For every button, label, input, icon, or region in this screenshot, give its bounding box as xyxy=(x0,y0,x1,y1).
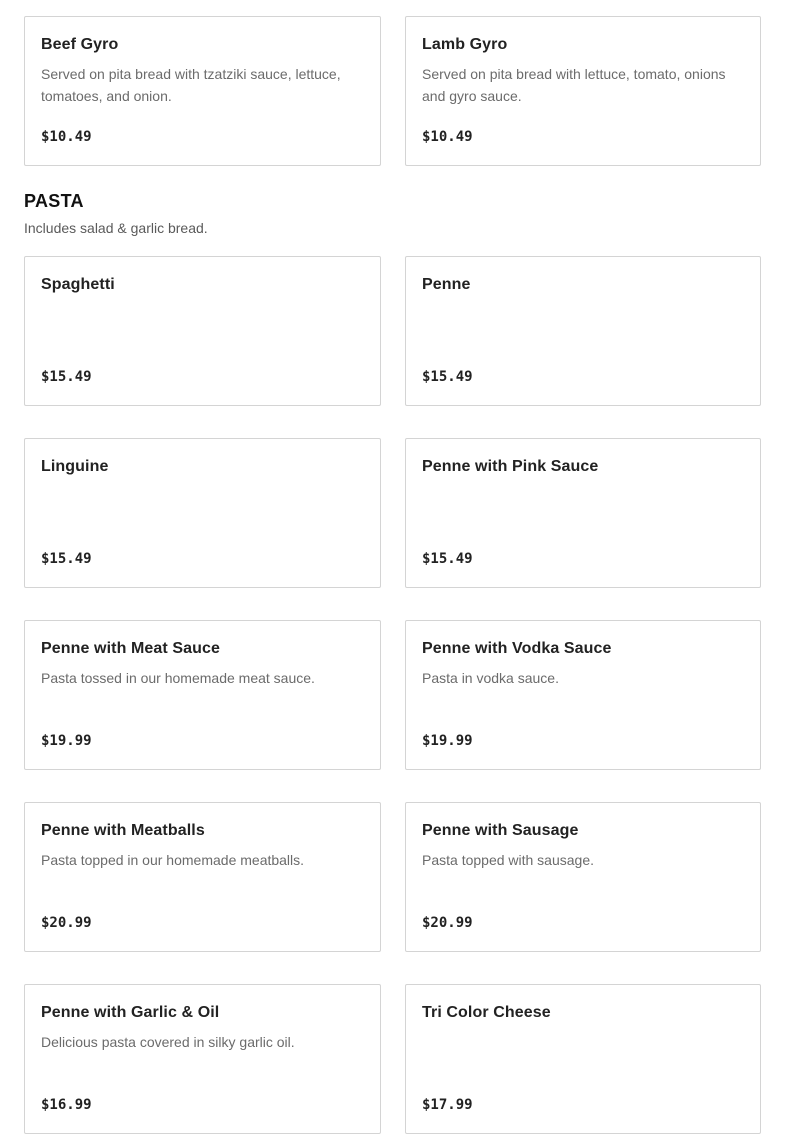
menu-item-description: Pasta topped in our homemade meatballs. xyxy=(41,852,305,868)
menu-item-name: Linguine xyxy=(41,458,109,475)
menu-item-price: $15.49 xyxy=(41,551,92,567)
menu-item-price: $15.49 xyxy=(422,369,473,385)
menu-item-name: Penne with Sausage xyxy=(422,822,579,839)
menu-item-card[interactable] xyxy=(24,802,381,952)
menu-item-description: Served on pita bread with lettuce, tomato, onions and gyro sauce. xyxy=(422,66,726,104)
menu-item-price: $10.49 xyxy=(422,129,473,145)
menu-item-price: $20.99 xyxy=(422,915,473,931)
menu-item-name: Spaghetti xyxy=(41,276,115,293)
menu-item-description: Served on pita bread with tzatziki sauce, lettuce, tomatoes, and onion. xyxy=(41,66,341,104)
menu-item-description: Pasta topped with sausage. xyxy=(422,852,595,868)
menu-item-name: Penne with Pink Sauce xyxy=(422,458,599,475)
menu-item-name: Tri Color Cheese xyxy=(422,1004,551,1021)
menu-item-name: Beef Gyro xyxy=(41,36,119,53)
section-subtitle: Includes salad & garlic bread. xyxy=(24,220,208,236)
menu-item-price: $15.49 xyxy=(422,551,473,567)
menu-item-card[interactable] xyxy=(24,438,381,588)
menu-item-name: Penne with Meatballs xyxy=(41,822,205,839)
menu-item-name: Penne with Vodka Sauce xyxy=(422,640,612,657)
menu-item-card[interactable] xyxy=(405,256,761,406)
menu-item-card[interactable] xyxy=(405,984,761,1134)
menu-item-card[interactable] xyxy=(405,802,761,952)
menu-item-price: $20.99 xyxy=(41,915,92,931)
menu-item-price: $19.99 xyxy=(41,733,92,749)
menu-item-price: $19.99 xyxy=(422,733,473,749)
section-title: PASTA xyxy=(24,191,84,211)
menu-item-price: $17.99 xyxy=(422,1097,473,1113)
menu-item-card[interactable] xyxy=(405,620,761,770)
menu-item-price: $15.49 xyxy=(41,369,92,385)
menu-item-card[interactable] xyxy=(405,438,761,588)
menu-item-name: Penne with Meat Sauce xyxy=(41,640,221,657)
menu-item-description: Pasta in vodka sauce. xyxy=(422,670,559,686)
menu-item-description: Pasta tossed in our homemade meat sauce. xyxy=(41,670,315,686)
menu-item-name: Lamb Gyro xyxy=(422,36,508,53)
menu-item-price: $10.49 xyxy=(41,129,92,145)
menu-item-description: Delicious pasta covered in silky garlic oil. xyxy=(41,1034,295,1050)
menu-item-card[interactable] xyxy=(405,16,761,166)
menu-item-card[interactable] xyxy=(24,620,381,770)
menu-item-card[interactable] xyxy=(24,984,381,1134)
menu-item-price: $16.99 xyxy=(41,1097,92,1113)
menu-item-card[interactable] xyxy=(24,256,381,406)
menu-item-card[interactable] xyxy=(24,16,381,166)
menu-item-name: Penne xyxy=(422,276,471,293)
menu-item-name: Penne with Garlic & Oil xyxy=(41,1004,220,1021)
